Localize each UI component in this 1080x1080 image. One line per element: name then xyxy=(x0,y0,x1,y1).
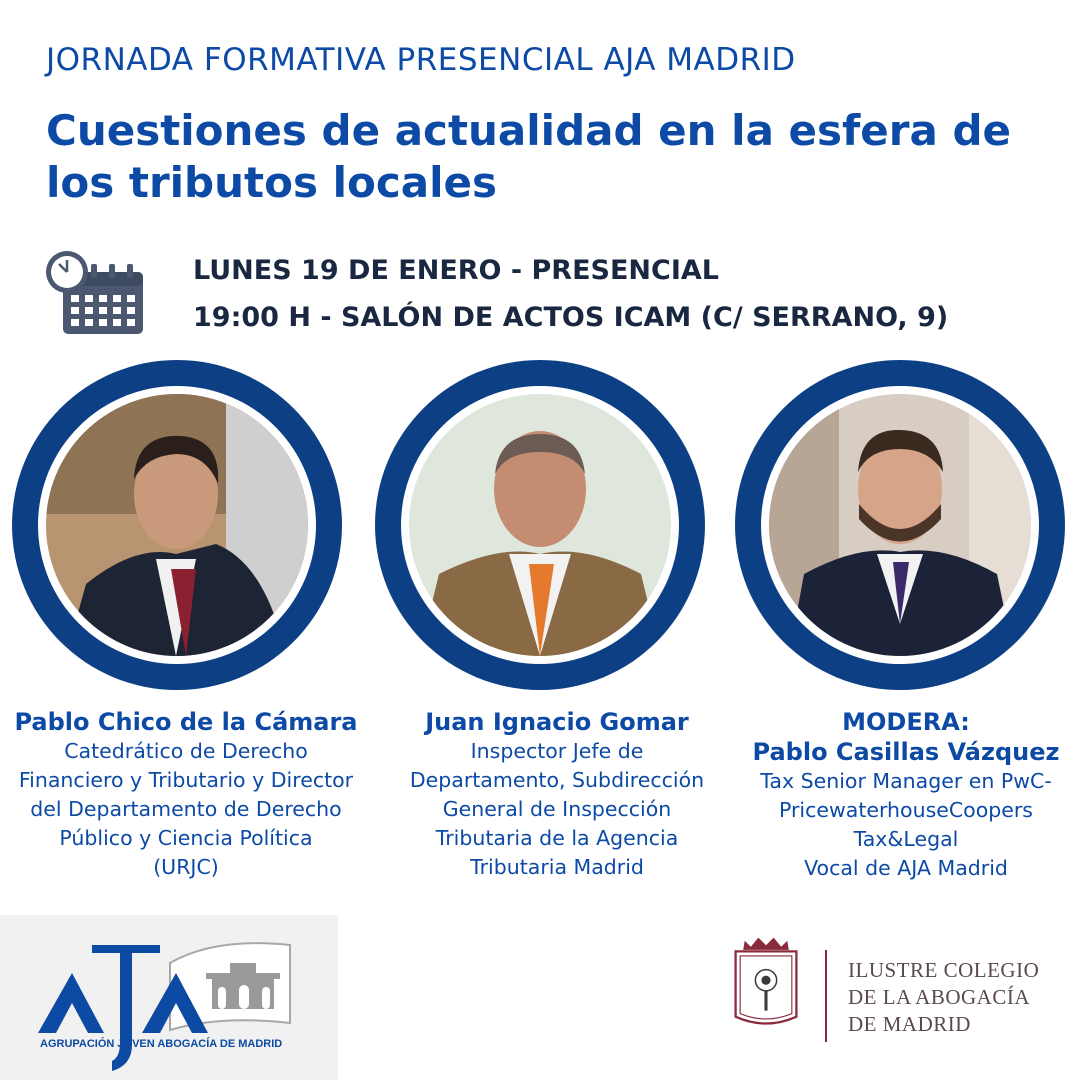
speaker-name: Juan Ignacio Gomar xyxy=(425,708,689,736)
speaker-role-line: PricewaterhouseCoopers xyxy=(778,798,1033,822)
speaker-role-line: Catedrático de Derecho xyxy=(64,739,308,763)
event-time-place: 19:00 H - SALÓN DE ACTOS ICAM (C/ SERRANO, 9) xyxy=(193,302,949,333)
speaker-role-line: Tax Senior Manager en PwC- xyxy=(760,769,1052,793)
speaker-role-line: Financiero y Tributario y Director xyxy=(18,768,354,792)
speaker-role-line: del Departamento de Derecho xyxy=(30,797,342,821)
speaker-role-line: Departamento, Subdirección xyxy=(409,768,705,792)
speaker-photo xyxy=(409,394,671,656)
aja-caption: AGRUPACIÓN JOVEN ABOGACÍA DE MADRID xyxy=(40,1038,283,1050)
speaker-role-line: Tax&Legal xyxy=(853,827,959,851)
speaker-name: Pablo Chico de la Cámara xyxy=(14,708,358,736)
speaker-photo xyxy=(769,394,1031,656)
icam-crest-logo xyxy=(728,920,804,1045)
speaker-name: Pablo Casillas Vázquez xyxy=(752,738,1060,766)
speaker-role-line: (URJC) xyxy=(153,855,219,879)
icam-line: DE MADRID xyxy=(848,1012,971,1036)
icam-line: DE LA ABOGACÍA xyxy=(848,985,1031,1009)
speaker-photo-frame xyxy=(375,360,705,690)
aja-logo xyxy=(0,915,338,1080)
event-date: LUNES 19 DE ENERO - PRESENCIAL xyxy=(193,255,719,286)
speaker-role-line: General de Inspección xyxy=(442,797,672,821)
speaker-role-line: Tributaria Madrid xyxy=(470,855,644,879)
speaker-role-line: Tributaria de la Agencia xyxy=(435,826,679,850)
speaker-role-line: Vocal de AJA Madrid xyxy=(804,856,1008,880)
moderator-card xyxy=(721,707,1080,883)
speaker-photo-frame xyxy=(735,360,1065,690)
speaker-role-line: Público y Ciencia Política xyxy=(59,826,313,850)
logo-divider xyxy=(825,950,827,1042)
speaker-role-line: Inspector Jefe de xyxy=(470,739,644,763)
speaker-card xyxy=(1,707,371,882)
speaker-photo-frame xyxy=(12,360,342,690)
icam-line: ILUSTRE COLEGIO xyxy=(848,958,1040,982)
speaker-card xyxy=(372,707,742,882)
moderator-label: MODERA: xyxy=(842,708,970,736)
event-eyebrow: JORNADA FORMATIVA PRESENCIAL AJA MADRID xyxy=(46,42,796,78)
speaker-photo xyxy=(46,394,308,656)
icam-wordmark xyxy=(848,957,1039,1038)
calendar-clock-icon xyxy=(45,250,147,336)
clock-icon xyxy=(46,251,88,293)
event-title: Cuestiones de actualidad en la esfera de los tributos locales xyxy=(46,106,1011,207)
